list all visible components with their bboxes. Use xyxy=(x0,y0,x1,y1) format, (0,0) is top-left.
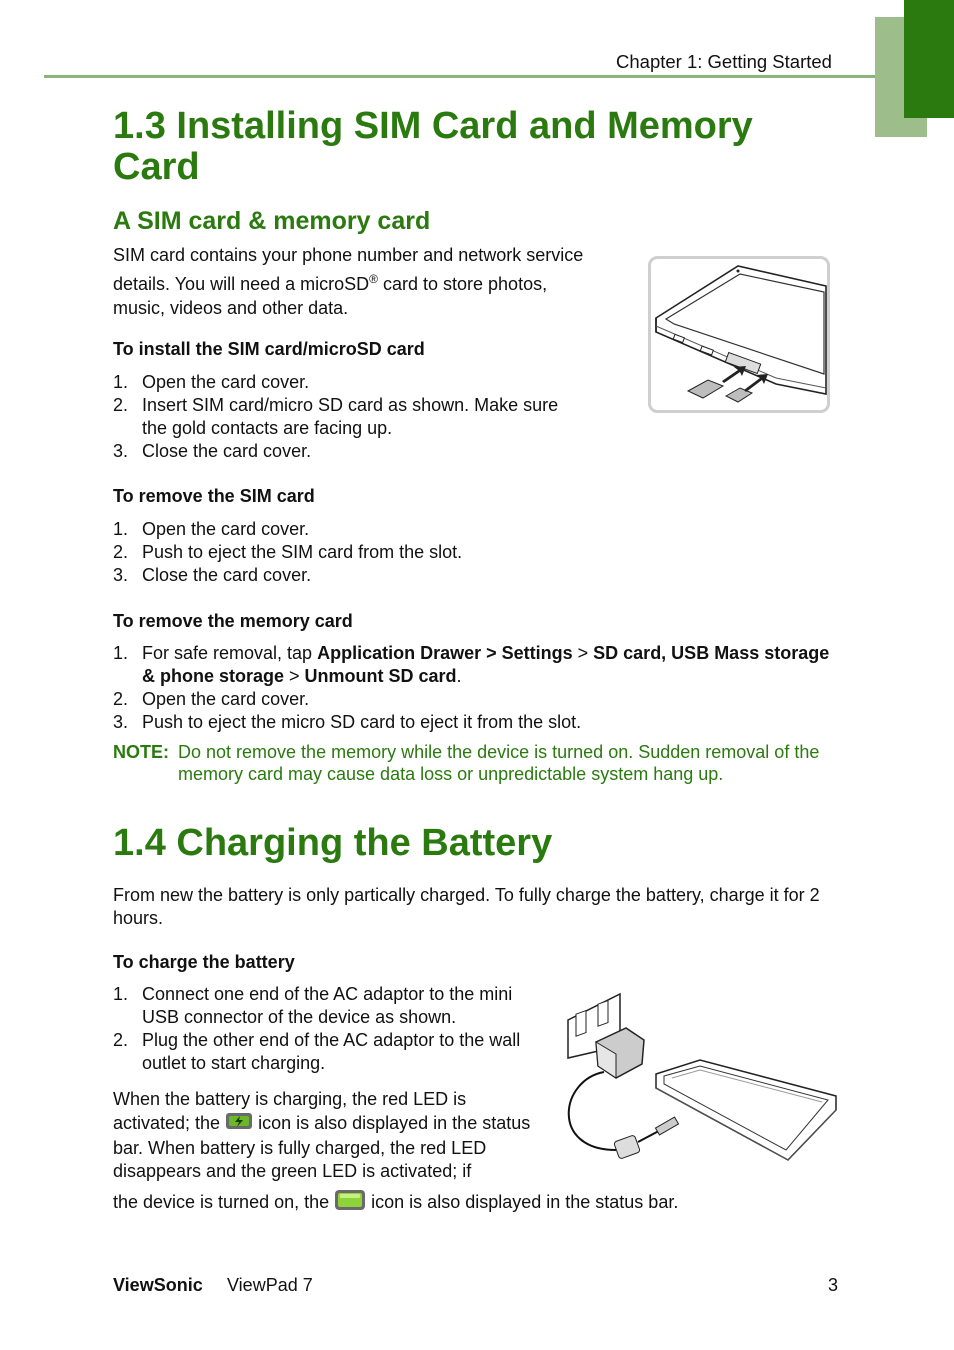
list-item: 2. Plug the other end of the AC adaptor to the wall outlet to start charging. xyxy=(113,1030,521,1073)
footer-model: ViewPad 7 xyxy=(227,1275,313,1295)
remove-sim-steps xyxy=(113,518,713,587)
charging-illustration xyxy=(560,990,842,1165)
install-steps xyxy=(113,371,588,463)
section-title-1-4: 1.4 Charging the Battery xyxy=(113,822,553,864)
charged-paragraph: the device is turned on, the icon is also displayed in the status bar. xyxy=(113,1188,838,1218)
registered-mark: ® xyxy=(369,272,378,286)
chapter-header: Chapter 1: Getting Started xyxy=(616,51,832,72)
page-number: 3 xyxy=(828,1275,839,1295)
intro-text-2: card to store photos, music, videos and other data. xyxy=(113,274,548,318)
charge-heading: To charge the battery xyxy=(113,952,295,972)
list-item: 1. Connect one end of the AC adaptor to the mini USB connector of the device as shown. xyxy=(113,984,513,1027)
list-item: 3. Close the card cover. xyxy=(113,441,312,461)
list-item: 1. Open the card cover. xyxy=(113,372,310,392)
footer-brand: ViewSonic xyxy=(113,1275,203,1295)
corner-tab-dark xyxy=(904,0,954,118)
note-text: Do not remove the memory while the device is turned on. Sudden removal of the memory card may cause data loss or unpredictable system hang up. xyxy=(178,742,820,784)
sim-card-illustration xyxy=(648,256,830,413)
intro-paragraph xyxy=(113,243,593,320)
battery-charging-icon xyxy=(225,1111,253,1137)
intro-text-1: SIM card contains your phone number and network service details. You will need a microSD xyxy=(113,245,584,294)
section-subtitle: A SIM card & memory card xyxy=(113,207,431,235)
list-item: 3. Close the card cover. xyxy=(113,565,312,585)
list-item: 2. Open the card cover. xyxy=(113,689,310,709)
battery-full-icon xyxy=(334,1188,366,1218)
remove-memory-steps xyxy=(113,642,833,734)
list-item: 2. Insert SIM card/micro SD card as shown. Make sure the gold contacts are facing up. xyxy=(113,395,559,438)
list-item: 3. Push to eject the micro SD card to eject it from the slot. xyxy=(113,712,582,732)
section-title-1-3: 1.3 Installing SIM Card and Memory Card xyxy=(113,105,753,188)
note-block xyxy=(113,741,838,785)
charging-intro: From new the battery is only partically charged. To fully charge the battery, charge it for 2 hours. xyxy=(113,885,820,928)
list-item: 1. Open the card cover. xyxy=(113,519,310,539)
list-item: 2. Push to eject the SIM card from the slot. xyxy=(113,542,463,562)
note-label: NOTE: xyxy=(113,742,169,762)
charge-steps xyxy=(113,983,553,1075)
charging-paragraph: When the battery is charging, the red LED is activated; the icon is also displayed in the status bar. When battery is fully charged, the red LED disappears and the green LED is activated; if xyxy=(113,1089,531,1181)
install-heading: To install the SIM card/microSD card xyxy=(113,339,425,359)
remove-sim-heading: To remove the SIM card xyxy=(113,486,315,506)
list-item: 1. For safe removal, tap Application Drawer > Settings > SD card, USB Mass storage & phone storage > Unmount SD card. xyxy=(113,643,830,686)
header-rule xyxy=(44,75,875,78)
remove-memory-heading: To remove the memory card xyxy=(113,611,353,631)
